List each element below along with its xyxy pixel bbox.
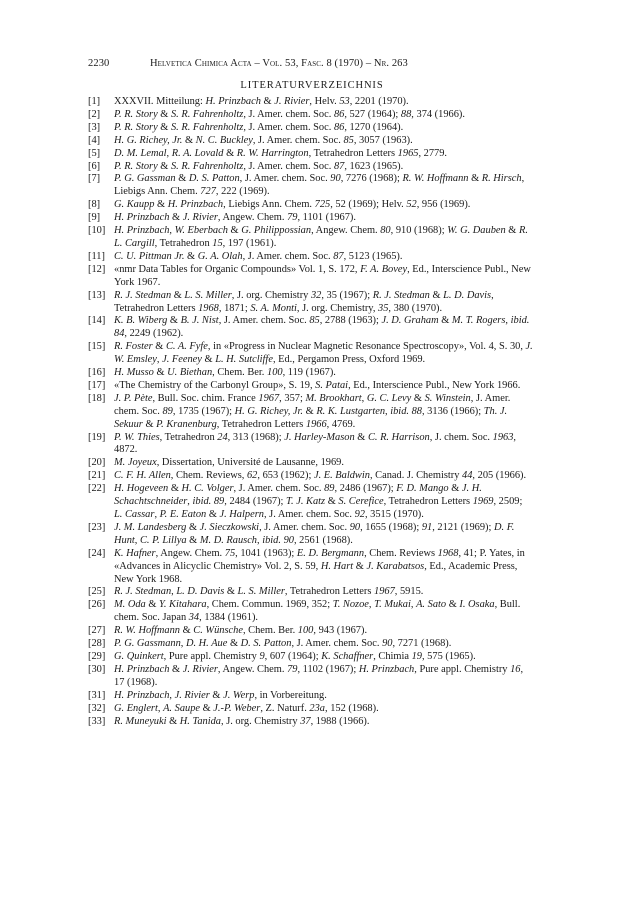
reference-text: G. Kaupp & H. Prinzbach, Liebigs Ann. Chem. 725, 52 (1969); Helv. 52, 956 (1969). xyxy=(114,199,471,211)
reference-item xyxy=(88,651,533,664)
reference-item xyxy=(88,432,533,458)
reference-item xyxy=(88,483,533,522)
reference-number: [30] xyxy=(88,663,106,675)
reference-text: R. Muneyuki & H. Tanida, J. org. Chemistry 37, 1988 (1966). xyxy=(114,715,370,727)
reference-item xyxy=(88,599,533,625)
reference-text: P. G. Gassman & D. S. Patton, J. Amer. chem. Soc. 90, 7276 (1968); R. W. Hoffmann & R. Hirsch, Liebigs Ann. Chem. 727, 222 (1969). xyxy=(114,173,525,198)
reference-list xyxy=(88,96,533,728)
reference-item xyxy=(88,96,533,109)
reference-item xyxy=(88,393,533,432)
reference-text: J. P. Pète, Bull. Soc. chim. France 1967, 357; M. Brookhart, G. C. Levy & S. Winstein, J. Amer. chem. Soc. 89, 1735 (1967); H. G. Richey, Jr. & R. K. Lustgarten, ibid. 88, 3136 (1966); Th. J. Sekuur & P. Kranenburg, Tetrahedron Letters 1966, 4769. xyxy=(114,392,511,430)
reference-text: XXXVII. Mitteilung: H. Prinzbach & J. Rivier, Helv. 53, 2201 (1970). xyxy=(114,96,409,107)
reference-number: [19] xyxy=(88,431,106,443)
reference-text: H. Musso & U. Biethan, Chem. Ber. 100, 119 (1967). xyxy=(114,367,336,379)
reference-item xyxy=(88,548,533,587)
reference-number: [26] xyxy=(88,599,106,611)
reference-text: J. M. Landesberg & J. Sieczkowski, J. Amer. chem. Soc. 90, 1655 (1968); 91, 2121 (1969); D. F. Hunt, C. P. Lillya & M. D. Rausch, ibid. 90, 2561 (1968). xyxy=(114,521,515,546)
reference-text: «The Chemistry of the Carbonyl Group», S. 19, S. Patai, Ed., Interscience Publ., New York 1966. xyxy=(114,379,521,391)
reference-number: [13] xyxy=(88,289,106,301)
reference-number: [14] xyxy=(88,315,106,327)
reference-number: [33] xyxy=(88,715,106,727)
reference-number: [23] xyxy=(88,521,106,533)
reference-text: P. R. Story & S. R. Fahrenholtz, J. Amer. chem. Soc. 86, 1270 (1964). xyxy=(114,121,404,133)
reference-item xyxy=(88,173,533,199)
reference-text: D. M. Lemal, R. A. Lovald & R. W. Harrington, Tetrahedron Letters 1965, 2779. xyxy=(114,147,448,159)
reference-item xyxy=(88,161,533,174)
reference-text: M. Oda & Y. Kitahara, Chem. Commun. 1969, 352; T. Nozoe, T. Mukai, A. Sato & I. Osaka, Bull. chem. Soc. Japan 34, 1384 (1961). xyxy=(114,599,521,624)
reference-text: M. Joyeux, Dissertation, Université de Lausanne, 1969. xyxy=(114,457,344,469)
reference-item xyxy=(88,135,533,148)
section-title: LITERATURVERZEICHNIS xyxy=(240,80,384,91)
reference-number: [16] xyxy=(88,367,106,379)
page-number: 2230 xyxy=(88,58,110,69)
reference-item xyxy=(88,457,533,470)
reference-text: G. Englert, A. Saupe & J.-P. Weber, Z. Naturf. 23a, 152 (1968). xyxy=(114,702,379,714)
reference-number: [24] xyxy=(88,547,106,559)
reference-number: [2] xyxy=(88,108,101,120)
reference-item xyxy=(88,690,533,703)
reference-text: C. F. H. Allen, Chem. Reviews, 62, 653 (1962); J. E. Baldwin, Canad. J. Chemistry 44, 205 (1966). xyxy=(114,470,527,482)
reference-text: R. W. Hoffmann & C. Wünsche, Chem. Ber. 100, 943 (1967). xyxy=(114,625,368,637)
reference-number: [9] xyxy=(88,212,101,224)
reference-number: [7] xyxy=(88,173,101,185)
reference-text: P. R. Story & S. R. Fahrenholtz, J. Amer. chem. Soc. 86, 527 (1964); 88, 374 (1966). xyxy=(114,108,465,120)
reference-item xyxy=(88,251,533,264)
reference-number: [12] xyxy=(88,263,106,275)
reference-text: C. U. Pittman Jr. & G. A. Olah, J. Amer. chem. Soc. 87, 5123 (1965). xyxy=(114,250,403,262)
reference-number: [6] xyxy=(88,160,101,172)
reference-item xyxy=(88,148,533,161)
reference-item xyxy=(88,290,533,316)
reference-item xyxy=(88,664,533,690)
reference-item xyxy=(88,315,533,341)
reference-number: [28] xyxy=(88,638,106,650)
reference-number: [10] xyxy=(88,225,106,237)
reference-number: [3] xyxy=(88,121,101,133)
reference-item xyxy=(88,522,533,548)
reference-number: [32] xyxy=(88,702,106,714)
reference-item xyxy=(88,625,533,638)
reference-text: K. Hafner, Angew. Chem. 75, 1041 (1963); E. D. Bergmann, Chem. Reviews 1968, 41; P. Yates, in «Advances in Alicyclic Chemistry» Vol. 2, S. 59, H. Hart & J. Karabatsos, Ed., Academic Press, New York 1968. xyxy=(114,547,525,585)
reference-item xyxy=(88,109,533,122)
reference-number: [20] xyxy=(88,457,106,469)
reference-number: [21] xyxy=(88,470,106,482)
reference-item xyxy=(88,470,533,483)
reference-text: H. Prinzbach, J. Rivier & J. Werp, in Vorbereitung. xyxy=(114,689,327,701)
reference-number: [17] xyxy=(88,379,106,391)
reference-item xyxy=(88,212,533,225)
reference-text: P. R. Story & S. R. Fahrenholtz, J. Amer. chem. Soc. 87, 1623 (1965). xyxy=(114,160,404,172)
reference-text: H. Hogeveen & H. C. Volger, J. Amer. chem. Soc. 89, 2486 (1967); F. D. Mango & J. H. Schachtschneider, ibid. 89, 2484 (1967); T. J. Katz & S. Cerefice, Tetrahedron Letters 1969, 2509; L. Cassar, P. E. Eaton & J. Halpern, J. Amer. chem. Soc. 92, 3515 (1970). xyxy=(114,483,523,520)
reference-text: P. G. Gassmann, D. H. Aue & D. S. Patton, J. Amer. chem. Soc. 90, 7271 (1968). xyxy=(114,638,452,650)
reference-item xyxy=(88,716,533,729)
reference-text: G. Quinkert, Pure appl. Chemistry 9, 607 (1964); K. Schaffner, Chimia 19, 575 (1965). xyxy=(114,650,476,662)
reference-number: [27] xyxy=(88,625,106,637)
reference-text: R. Foster & C. A. Fyfe, in «Progress in Nuclear Magnetic Resonance Spectroscopy», Vol. 4, S. 30, J. W. Emsley, J. Feeney & L. H. Sutcliffe, Ed., Pergamon Press, Oxford 1969. xyxy=(114,341,533,366)
reference-item xyxy=(88,703,533,716)
journal-citation-line: Helvetica Chimica Acta – Vol. 53, Fasc. 8 (1970) – Nr. 263 xyxy=(150,58,408,69)
reference-item xyxy=(88,225,533,251)
reference-number: [31] xyxy=(88,689,106,701)
reference-item xyxy=(88,264,533,290)
reference-item xyxy=(88,380,533,393)
reference-item xyxy=(88,367,533,380)
reference-number: [22] xyxy=(88,483,106,495)
reference-number: [1] xyxy=(88,96,101,107)
reference-text: H. Prinzbach & J. Rivier, Angew. Chem. 79, 1102 (1967); H. Prinzbach, Pure appl. Chemistry 16, 17 (1968). xyxy=(114,663,524,688)
reference-text: R. J. Stedman & L. S. Miller, J. org. Chemistry 32, 35 (1967); R. J. Stedman & L. D. Davis, Tetrahedron Letters 1968, 1871; S. A. Monti, J. org. Chemistry, 35, 380 (1970). xyxy=(114,289,494,314)
reference-number: [15] xyxy=(88,341,106,353)
reference-text: R. J. Stedman, L. D. Davis & L. S. Miller, Tetrahedron Letters 1967, 5915. xyxy=(114,586,424,598)
reference-item xyxy=(88,586,533,599)
reference-number: [18] xyxy=(88,392,106,404)
reference-text: K. B. Wiberg & B. J. Nist, J. Amer. chem. Soc. 85, 2788 (1963); J. D. Graham & M. T. Rogers, ibid. 84, 2249 (1962). xyxy=(114,315,530,340)
reference-item xyxy=(88,122,533,135)
reference-number: [11] xyxy=(88,250,105,262)
reference-number: [5] xyxy=(88,147,101,159)
reference-text: P. W. Thies, Tetrahedron 24, 313 (1968); J. Harley-Mason & C. R. Harrison, J. chem. Soc. 1963, 4872. xyxy=(114,431,517,456)
reference-text: «nmr Data Tables for Organic Compounds» Vol. 1, S. 172, F. A. Bovey, Ed., Interscience Publ., New York 1967. xyxy=(114,263,531,288)
reference-item xyxy=(88,341,533,367)
reference-text: H. G. Richey, Jr. & N. C. Buckley, J. Amer. chem. Soc. 85, 3057 (1963). xyxy=(114,134,413,146)
reference-number: [4] xyxy=(88,134,101,146)
reference-number: [8] xyxy=(88,199,101,211)
reference-item xyxy=(88,199,533,212)
reference-text: H. Prinzbach, W. Eberbach & G. Philippossian, Angew. Chem. 80, 910 (1968); W. G. Dauben & R. L. Cargill, Tetrahedron 15, 197 (1961). xyxy=(114,225,528,249)
reference-number: [29] xyxy=(88,650,106,662)
reference-text: H. Prinzbach & J. Rivier, Angew. Chem. 79, 1101 (1967). xyxy=(114,212,356,224)
reference-number: [25] xyxy=(88,586,106,598)
reference-item xyxy=(88,638,533,651)
